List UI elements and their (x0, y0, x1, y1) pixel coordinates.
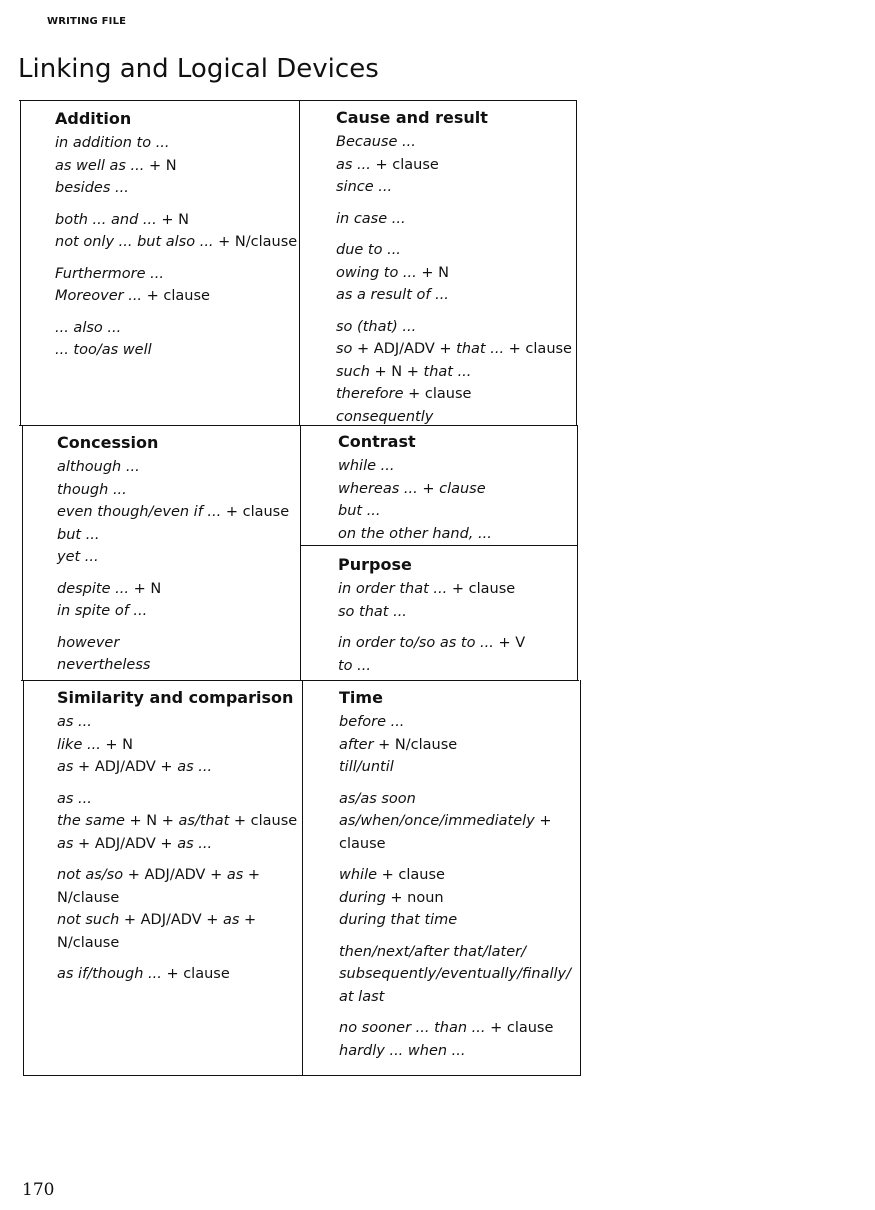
entry-line (57, 654, 297, 677)
section-heading: Similarity and comparison (57, 688, 294, 707)
entry-line (57, 632, 297, 655)
entry-line (339, 887, 577, 910)
entry-line (339, 909, 577, 932)
entry-text: + clause (377, 867, 445, 883)
entry-line (57, 909, 299, 932)
entry-text: both ... and ... (55, 211, 157, 228)
entry-text: nevertheless (57, 657, 151, 673)
entry-line (336, 316, 574, 339)
entry-text: so (336, 341, 353, 357)
entry-line (57, 734, 299, 757)
column-divider (299, 100, 300, 425)
entry-text: + clause (142, 288, 210, 304)
table-right-border (576, 100, 577, 425)
entry-text: till/until (339, 759, 394, 775)
entry-line (55, 132, 295, 155)
entry-text: Furthermore ... (55, 265, 164, 282)
page-number: 170 (22, 1180, 55, 1200)
entry-line (57, 788, 299, 811)
entry-text: as ... (177, 835, 213, 852)
contrast-purpose-divider (301, 545, 578, 546)
entry-text: + clause (504, 341, 572, 357)
column-divider-low (302, 680, 303, 1076)
entry-line (57, 932, 299, 955)
entry-text: after (339, 736, 374, 753)
section-heading: Time (339, 688, 383, 707)
entry-text: + N (416, 264, 449, 281)
entry-text: ... too/as well (55, 342, 152, 358)
entry-text: owing to ... (336, 264, 417, 281)
entry-text: as (223, 912, 240, 928)
entry-text: that ... (456, 341, 505, 357)
cell-purpose (338, 548, 574, 677)
entry-text: clause (439, 480, 486, 497)
entry-text: as/when/once/immediately (339, 813, 535, 829)
entry-line (339, 734, 577, 757)
entry-text: not as/so (57, 867, 124, 883)
entry-text: as if/though ... (57, 966, 162, 982)
entry-text: therefore (336, 386, 404, 402)
entry-text: + clause (370, 156, 439, 173)
table-right-border-mid (577, 425, 578, 681)
column-divider-mid (300, 425, 301, 681)
entry-line (57, 600, 297, 623)
entry-line (55, 177, 295, 200)
entry-line (336, 338, 574, 361)
entry-line (55, 285, 295, 308)
entry-text: though ... (57, 481, 127, 498)
entry-text: + clause (447, 581, 516, 597)
entry-text: not only ... but also ... (55, 234, 214, 250)
entry-line (336, 383, 574, 406)
entry-text: as/that (178, 813, 230, 829)
entry-text: + (239, 912, 257, 928)
entry-line (57, 456, 297, 479)
entry-line (57, 501, 297, 524)
cell-contrast (338, 425, 574, 545)
entry-line (57, 963, 299, 986)
entry-text: Moreover ... (55, 288, 143, 304)
entry-text: + N (156, 211, 189, 228)
entry-text: + clause (403, 386, 472, 402)
table-left-border-low (23, 680, 24, 1076)
section-heading: Cause and result (336, 108, 488, 127)
entry-text: that ... (423, 363, 472, 380)
entry-text: due to ... (336, 242, 401, 258)
entry-text: as (57, 759, 74, 775)
entry-text: no sooner ... than ... (339, 1020, 486, 1036)
entry-line (57, 524, 297, 547)
entry-text: + ADJ/ADV + (123, 867, 227, 883)
entry-text: during (339, 889, 386, 906)
entry-line (336, 361, 574, 384)
cell-similarity-and-comparison (57, 681, 299, 986)
entry-text: + noun (385, 889, 444, 906)
entry-text: although ... (57, 459, 140, 475)
entry-text: in order that ... (338, 581, 448, 597)
entry-text: as well as ... (55, 157, 145, 174)
section-heading: Contrast (338, 432, 416, 451)
section-heading: Concession (57, 433, 159, 452)
entry-text: subsequently/eventually/finally/ (339, 966, 571, 982)
entry-text: + N (100, 736, 134, 753)
entry-text: so that ... (338, 603, 407, 620)
entry-line (336, 176, 574, 199)
cell-cause-and-result (336, 101, 574, 428)
entry-line (336, 154, 574, 177)
entry-text: hardly ... when ... (339, 1042, 466, 1059)
entry-line (339, 788, 577, 811)
entry-text: to ... (338, 657, 371, 674)
entry-text: since ... (336, 179, 393, 195)
entry-text: as (57, 835, 74, 852)
cell-concession (57, 426, 297, 677)
entry-line (57, 833, 299, 856)
entry-line (339, 986, 577, 1009)
entry-line (57, 479, 297, 502)
entry-text: as ... (57, 714, 92, 730)
entry-text: the same (57, 813, 125, 829)
entry-text: + clause (229, 813, 298, 829)
entry-line (57, 711, 299, 734)
entry-text: clause (339, 835, 386, 852)
entry-line (339, 756, 577, 779)
entry-line (57, 756, 299, 779)
entry-line (57, 578, 297, 601)
entry-text: but ... (57, 526, 100, 543)
entry-text: Because ... (336, 134, 416, 150)
entry-text: whereas ... (338, 480, 418, 497)
page-title: Linking and Logical Devices (18, 54, 379, 84)
entry-line (338, 632, 574, 655)
entry-text: + clause (221, 504, 290, 520)
entry-text: as/as soon (339, 790, 416, 807)
entry-line (338, 655, 574, 678)
entry-line (55, 231, 298, 254)
entry-line (55, 155, 295, 178)
entry-text: in order to/so as to ... (338, 635, 494, 651)
entry-text: even though/even if ... (57, 504, 222, 520)
entry-text: + ADJ/ADV + (73, 759, 178, 775)
entry-text: + N (128, 580, 162, 597)
entry-text: + N (144, 157, 177, 174)
entry-text: + (243, 867, 261, 883)
entry-line (339, 1040, 577, 1063)
entry-text: during that time (339, 912, 458, 928)
entry-line (336, 284, 574, 307)
entry-text: N/clause (57, 889, 120, 906)
entry-text: on the other hand, ... (338, 525, 492, 542)
entry-text: despite ... (57, 580, 129, 597)
entry-line (57, 864, 299, 887)
entry-line (338, 455, 574, 478)
entry-line (55, 317, 295, 340)
cell-time (339, 681, 577, 1062)
section-heading: Purpose (338, 555, 412, 574)
entry-text: as ... (177, 759, 213, 775)
entry-text: not such (57, 912, 120, 928)
entry-text: N/clause (57, 934, 120, 951)
entry-text: + V (493, 635, 526, 651)
entry-text: + N/clause (213, 234, 298, 250)
entry-text: + (534, 813, 552, 829)
entry-text: however (57, 634, 120, 651)
entry-line (338, 578, 574, 601)
entry-text: yet ... (57, 549, 99, 565)
entry-text: at last (339, 988, 385, 1005)
entry-line (339, 810, 577, 833)
entry-line (338, 601, 574, 624)
entry-text: consequently (336, 408, 434, 425)
entry-line (55, 209, 295, 232)
entry-line (55, 339, 295, 362)
entry-text: + ADJ/ADV + (119, 912, 223, 928)
entry-text: such (336, 363, 370, 380)
entry-text: + (417, 480, 440, 497)
entry-text: in case ... (336, 210, 406, 227)
entry-line (336, 208, 574, 231)
entry-line (336, 239, 574, 262)
entry-text: + ADJ/ADV + (352, 341, 457, 357)
table-left-border-mid (22, 425, 23, 681)
entry-text: in spite of ... (57, 603, 148, 619)
entry-text: so (that) ... (336, 318, 417, 335)
running-head: WRITING FILE (47, 16, 127, 27)
entry-text: while (339, 867, 378, 883)
entry-line (338, 478, 574, 501)
entry-line (339, 711, 577, 734)
entry-line (338, 523, 574, 546)
entry-text: before ... (339, 714, 405, 730)
entry-line (55, 263, 295, 286)
entry-line (338, 500, 574, 523)
table-right-border-low (580, 680, 581, 1076)
entry-line (57, 810, 299, 833)
entry-line (339, 833, 577, 856)
entry-text: + N/clause (373, 736, 458, 753)
entry-text: + clause (161, 966, 230, 982)
entry-text: like ... (57, 736, 101, 753)
entry-text: but ... (338, 503, 381, 519)
table-left-border (20, 100, 21, 425)
entry-text: + N + (124, 813, 179, 829)
entry-line (339, 941, 577, 964)
entry-line (339, 864, 577, 887)
entry-text: as (226, 867, 244, 883)
entry-text: as ... (57, 790, 92, 807)
entry-text: as a result of ... (336, 287, 449, 303)
entry-line (57, 546, 297, 569)
entry-text: + ADJ/ADV + (73, 835, 178, 852)
entry-line (336, 262, 574, 285)
entry-text: then/next/after that/later/ (339, 943, 526, 960)
entry-text: in addition to ... (55, 135, 170, 151)
entry-text: while ... (338, 458, 395, 474)
entry-text: ... also ... (55, 319, 122, 336)
entry-text: + N + (369, 363, 424, 380)
entry-text: as ... (336, 156, 371, 173)
entry-line (57, 887, 299, 910)
entry-line (336, 131, 574, 154)
entry-text: besides ... (55, 180, 129, 196)
section-heading: Addition (55, 109, 132, 128)
cell-addition (55, 102, 298, 362)
entry-text: + clause (485, 1020, 554, 1036)
entry-line (339, 1017, 577, 1040)
entry-line (339, 963, 577, 986)
